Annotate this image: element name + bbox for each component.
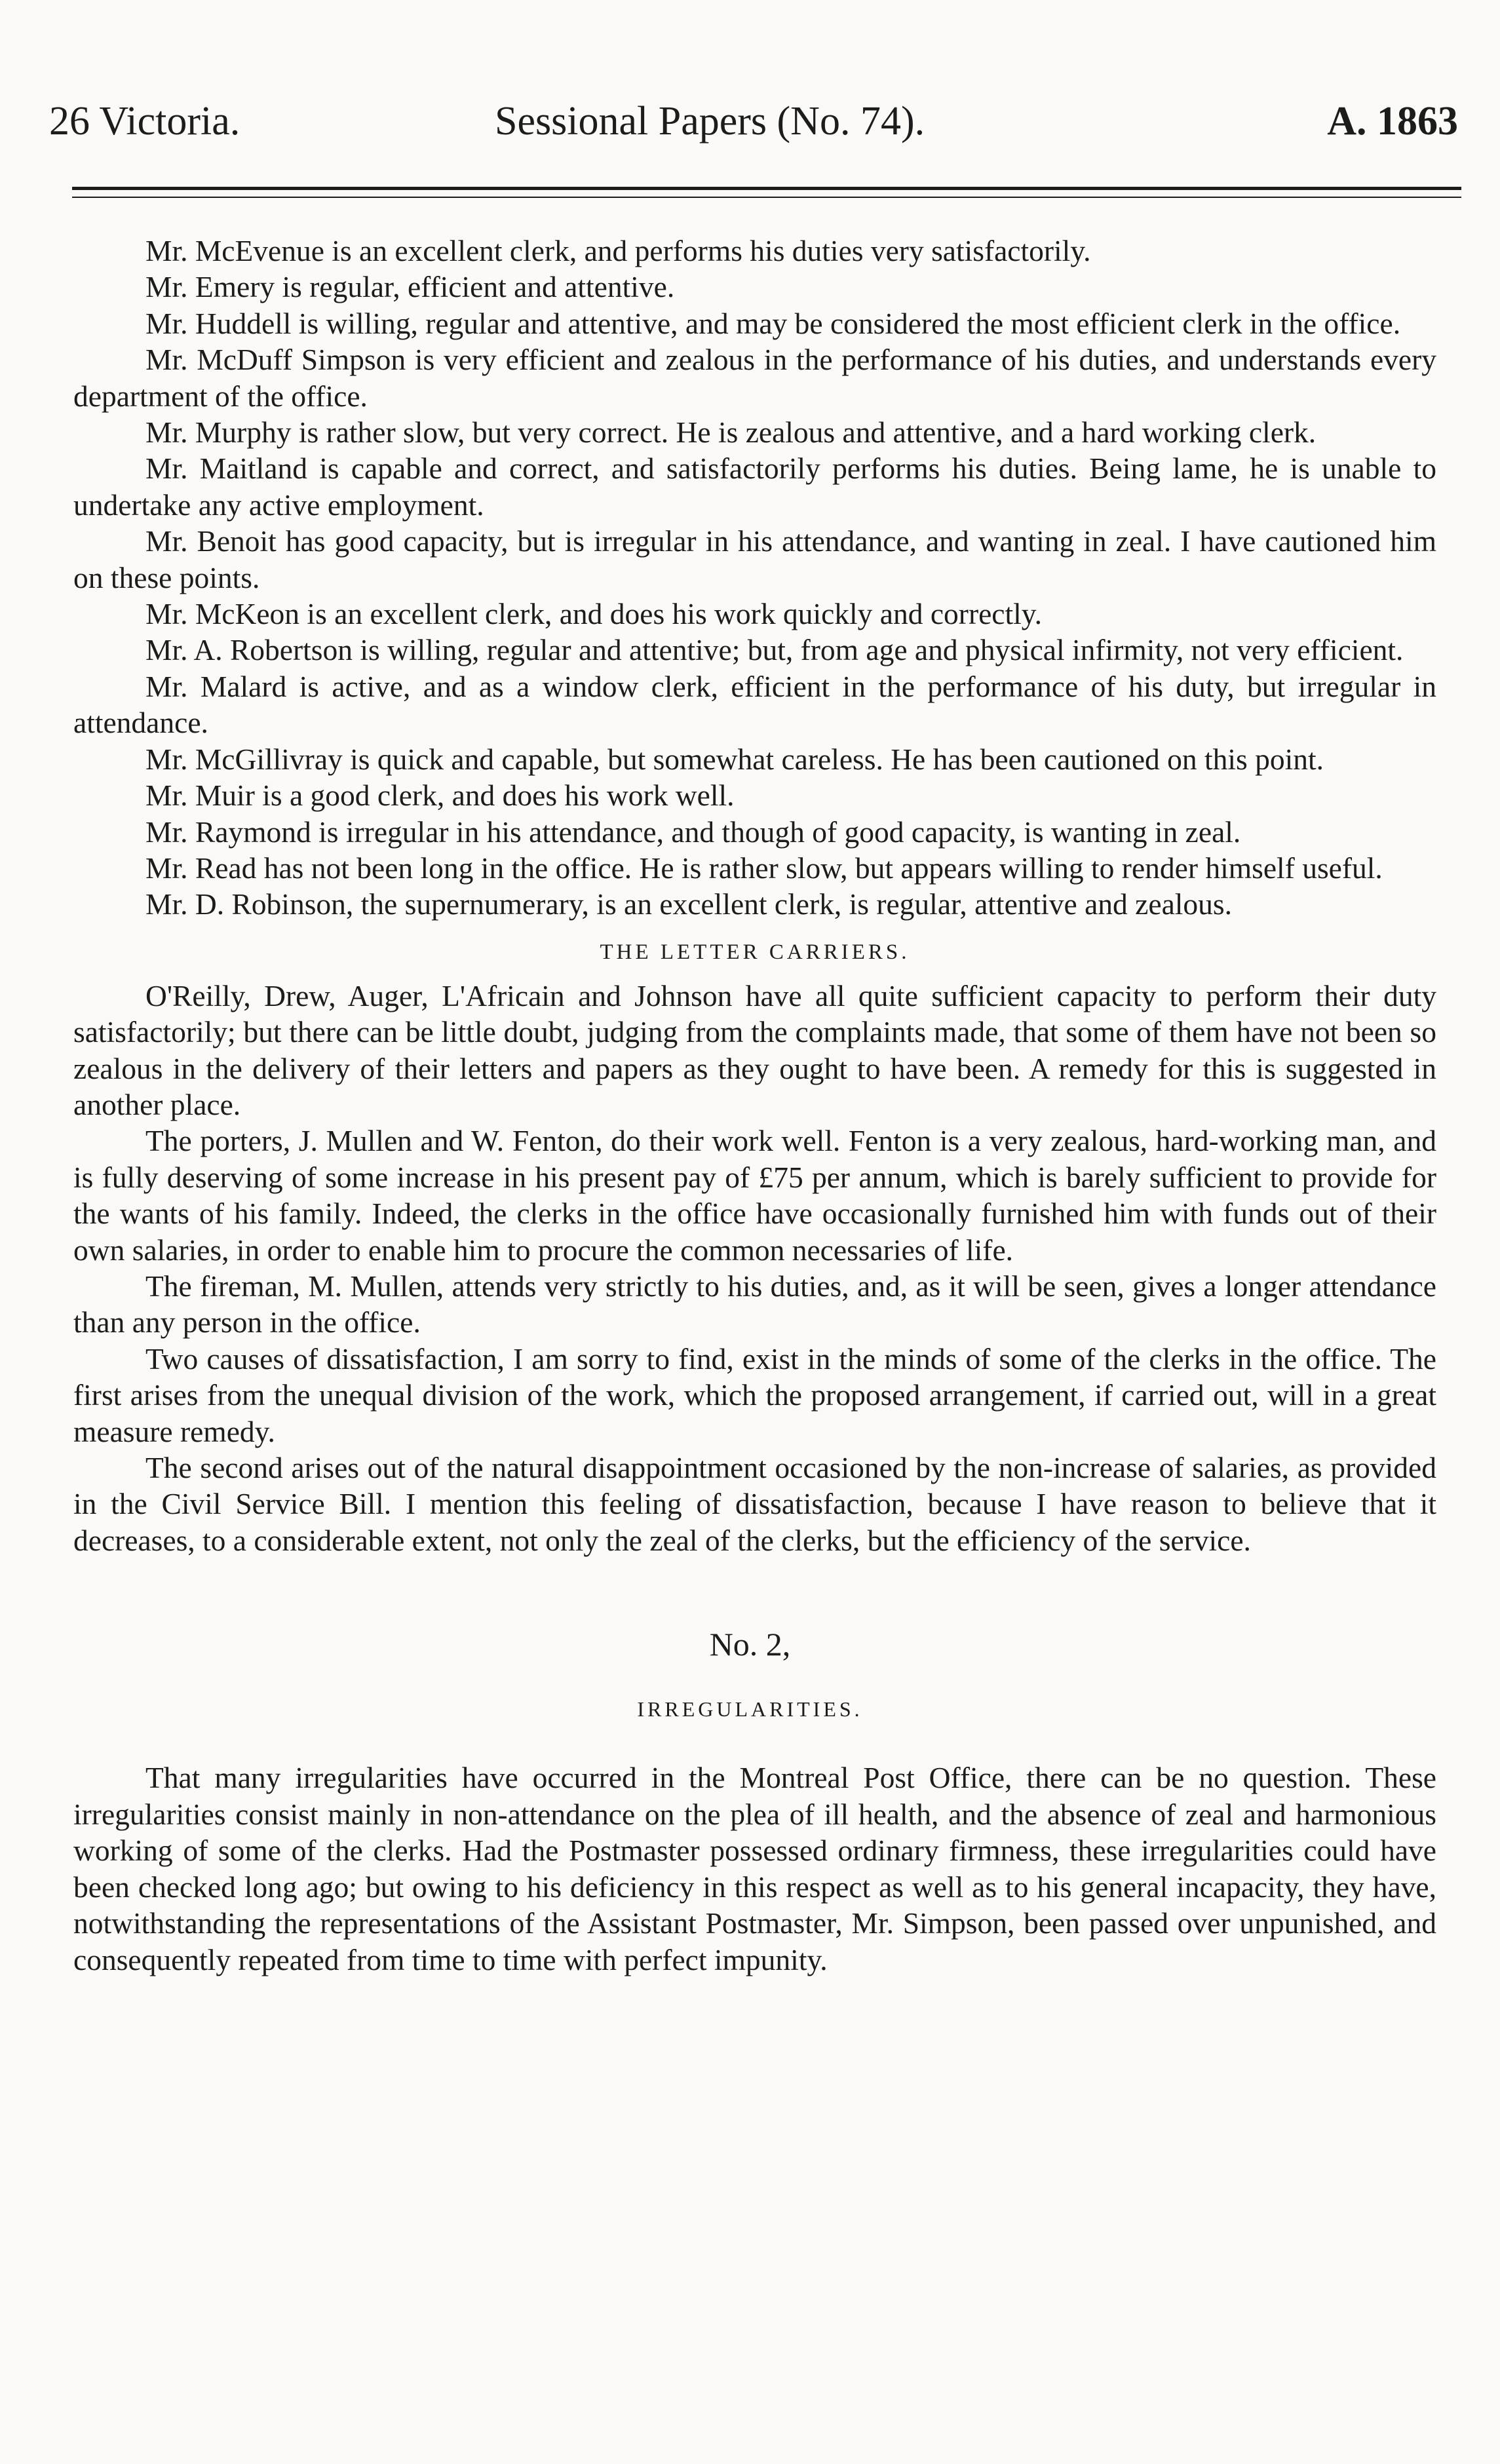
carriers-paragraph: Two causes of dissatisfaction, I am sorry to find, exist in the minds of some of the clerks in the office. The first arises from the unequal division of the work, which the proposed arrangement, if carried out, will in a great measure remedy.: [73, 1341, 1436, 1448]
irregularities-heading: IRREGULARITIES.: [637, 1697, 863, 1721]
section-number: No. 2,: [709, 1626, 791, 1663]
running-header: [49, 92, 1471, 151]
clerk-paragraph: Mr. Murphy is rather slow, but very correct. He is zealous and attentive, and a hard working clerk.: [145, 415, 1317, 450]
clerk-assessments: [73, 233, 1436, 1558]
carriers-paragraph: The second arises out of the natural disappointment occasioned by the non-increase of salaries, as provided in the Civil Service Bill. I mention this feeling of dissatisfaction, because I have reason to believe that it decreases, to a considerable extent, not only the zeal of the clerks, but the efficiency of the service.: [73, 1451, 1436, 1557]
header-year: A. 1863: [1327, 99, 1458, 144]
carriers-paragraph: The fireman, M. Mullen, attends very strictly to his duties, and, as it will be seen, gives a longer attendance than any person in the office.: [73, 1269, 1436, 1339]
letter-carriers-heading: THE LETTER CARRIERS.: [600, 940, 910, 964]
clerk-paragraph: Mr. Maitland is capable and correct, and satisfactorily performs his duties. Being lame, he is unable to undertake any active employment.: [73, 452, 1436, 522]
clerk-paragraph: Mr. McGillivray is quick and capable, but somewhat careless. He has been cautioned on this point.: [145, 742, 1324, 776]
clerk-paragraph: Mr. Muir is a good clerk, and does his work well.: [145, 779, 735, 813]
carriers-paragraph: O'Reilly, Drew, Auger, L'Africain and Johnson have all quite sufficient capacity to perform their duty satisfactorily; but there can be little doubt, judging from the complaints made, that some of them have not been so zealous in the delivery of their letters and papers as they ought to have been. A remedy for this is suggested in another place.: [73, 978, 1436, 1121]
clerk-paragraph: Mr. Emery is regular, efficient and attentive.: [145, 270, 675, 304]
header-rule-thick: [72, 187, 1461, 190]
clerk-paragraph: Mr. Raymond is irregular in his attendance, and though of good capacity, is wanting in zeal.: [145, 815, 1241, 849]
clerk-paragraph: Mr. Malard is active, and as a window clerk, efficient in the performance of his duty, but irregular in attendance.: [73, 669, 1436, 740]
irregularities-section: [73, 1760, 1436, 1978]
clerk-paragraph: Mr. McEvenue is an excellent clerk, and performs his duties very satisfactorily.: [145, 234, 1091, 267]
clerk-paragraph: Mr. McKeon is an excellent clerk, and does his work quickly and correctly.: [145, 597, 1042, 631]
clerk-paragraph: Mr. McDuff Simpson is very efficient and zealous in the performance of his duties, and understands every department of the office.: [73, 343, 1436, 413]
irregularities-paragraph: That many irregularities have occurred in the Montreal Post Office, there can be no question. These irregularities consist mainly in non-attendance on the plea of ill health, and the absence of zeal and harmonious working of some of the clerks. Had the Postmaster possessed ordinary firmness, these irregularities could have been checked long ago; but owing to his deficiency in this respect as well as to his general incapacity, they have, notwithstanding the representations of the Assistant Postmaster, Mr. Simpson, been passed over unpunished, and consequently repeated from time to time with perfect impunity.: [73, 1761, 1436, 1976]
clerk-paragraph: Mr. D. Robinson, the supernumerary, is an excellent clerk, is regular, attentive and zealous.: [145, 887, 1232, 921]
header-session: 26 Victoria.: [49, 99, 240, 144]
header-title: Sessional Papers (No. 74).: [495, 99, 925, 144]
clerk-paragraph: Mr. Huddell is willing, regular and attentive, and may be considered the most efficient clerk in the office.: [145, 306, 1401, 340]
header-rule-thin: [72, 197, 1461, 198]
clerk-paragraph: Mr. Benoit has good capacity, but is irregular in his attendance, and wanting in zeal. I have cautioned him on these points.: [73, 524, 1436, 594]
carriers-paragraph: The porters, J. Mullen and W. Fenton, do their work well. Fenton is a very zealous, hard-working man, and is fully deserving of some increase in his present pay of £75 per annum, which is barely sufficient to provide for the wants of his family. Indeed, the clerks in the office have occasionally furnished him with funds out of their own salaries, in order to enable him to procure the common necessaries of life.: [73, 1124, 1436, 1267]
clerk-paragraph: Mr. A. Robertson is willing, regular and attentive; but, from age and physical infirmity, not very efficient.: [145, 633, 1404, 667]
clerk-paragraph: Mr. Read has not been long in the office. He is rather slow, but appears willing to render himself useful.: [145, 851, 1383, 885]
